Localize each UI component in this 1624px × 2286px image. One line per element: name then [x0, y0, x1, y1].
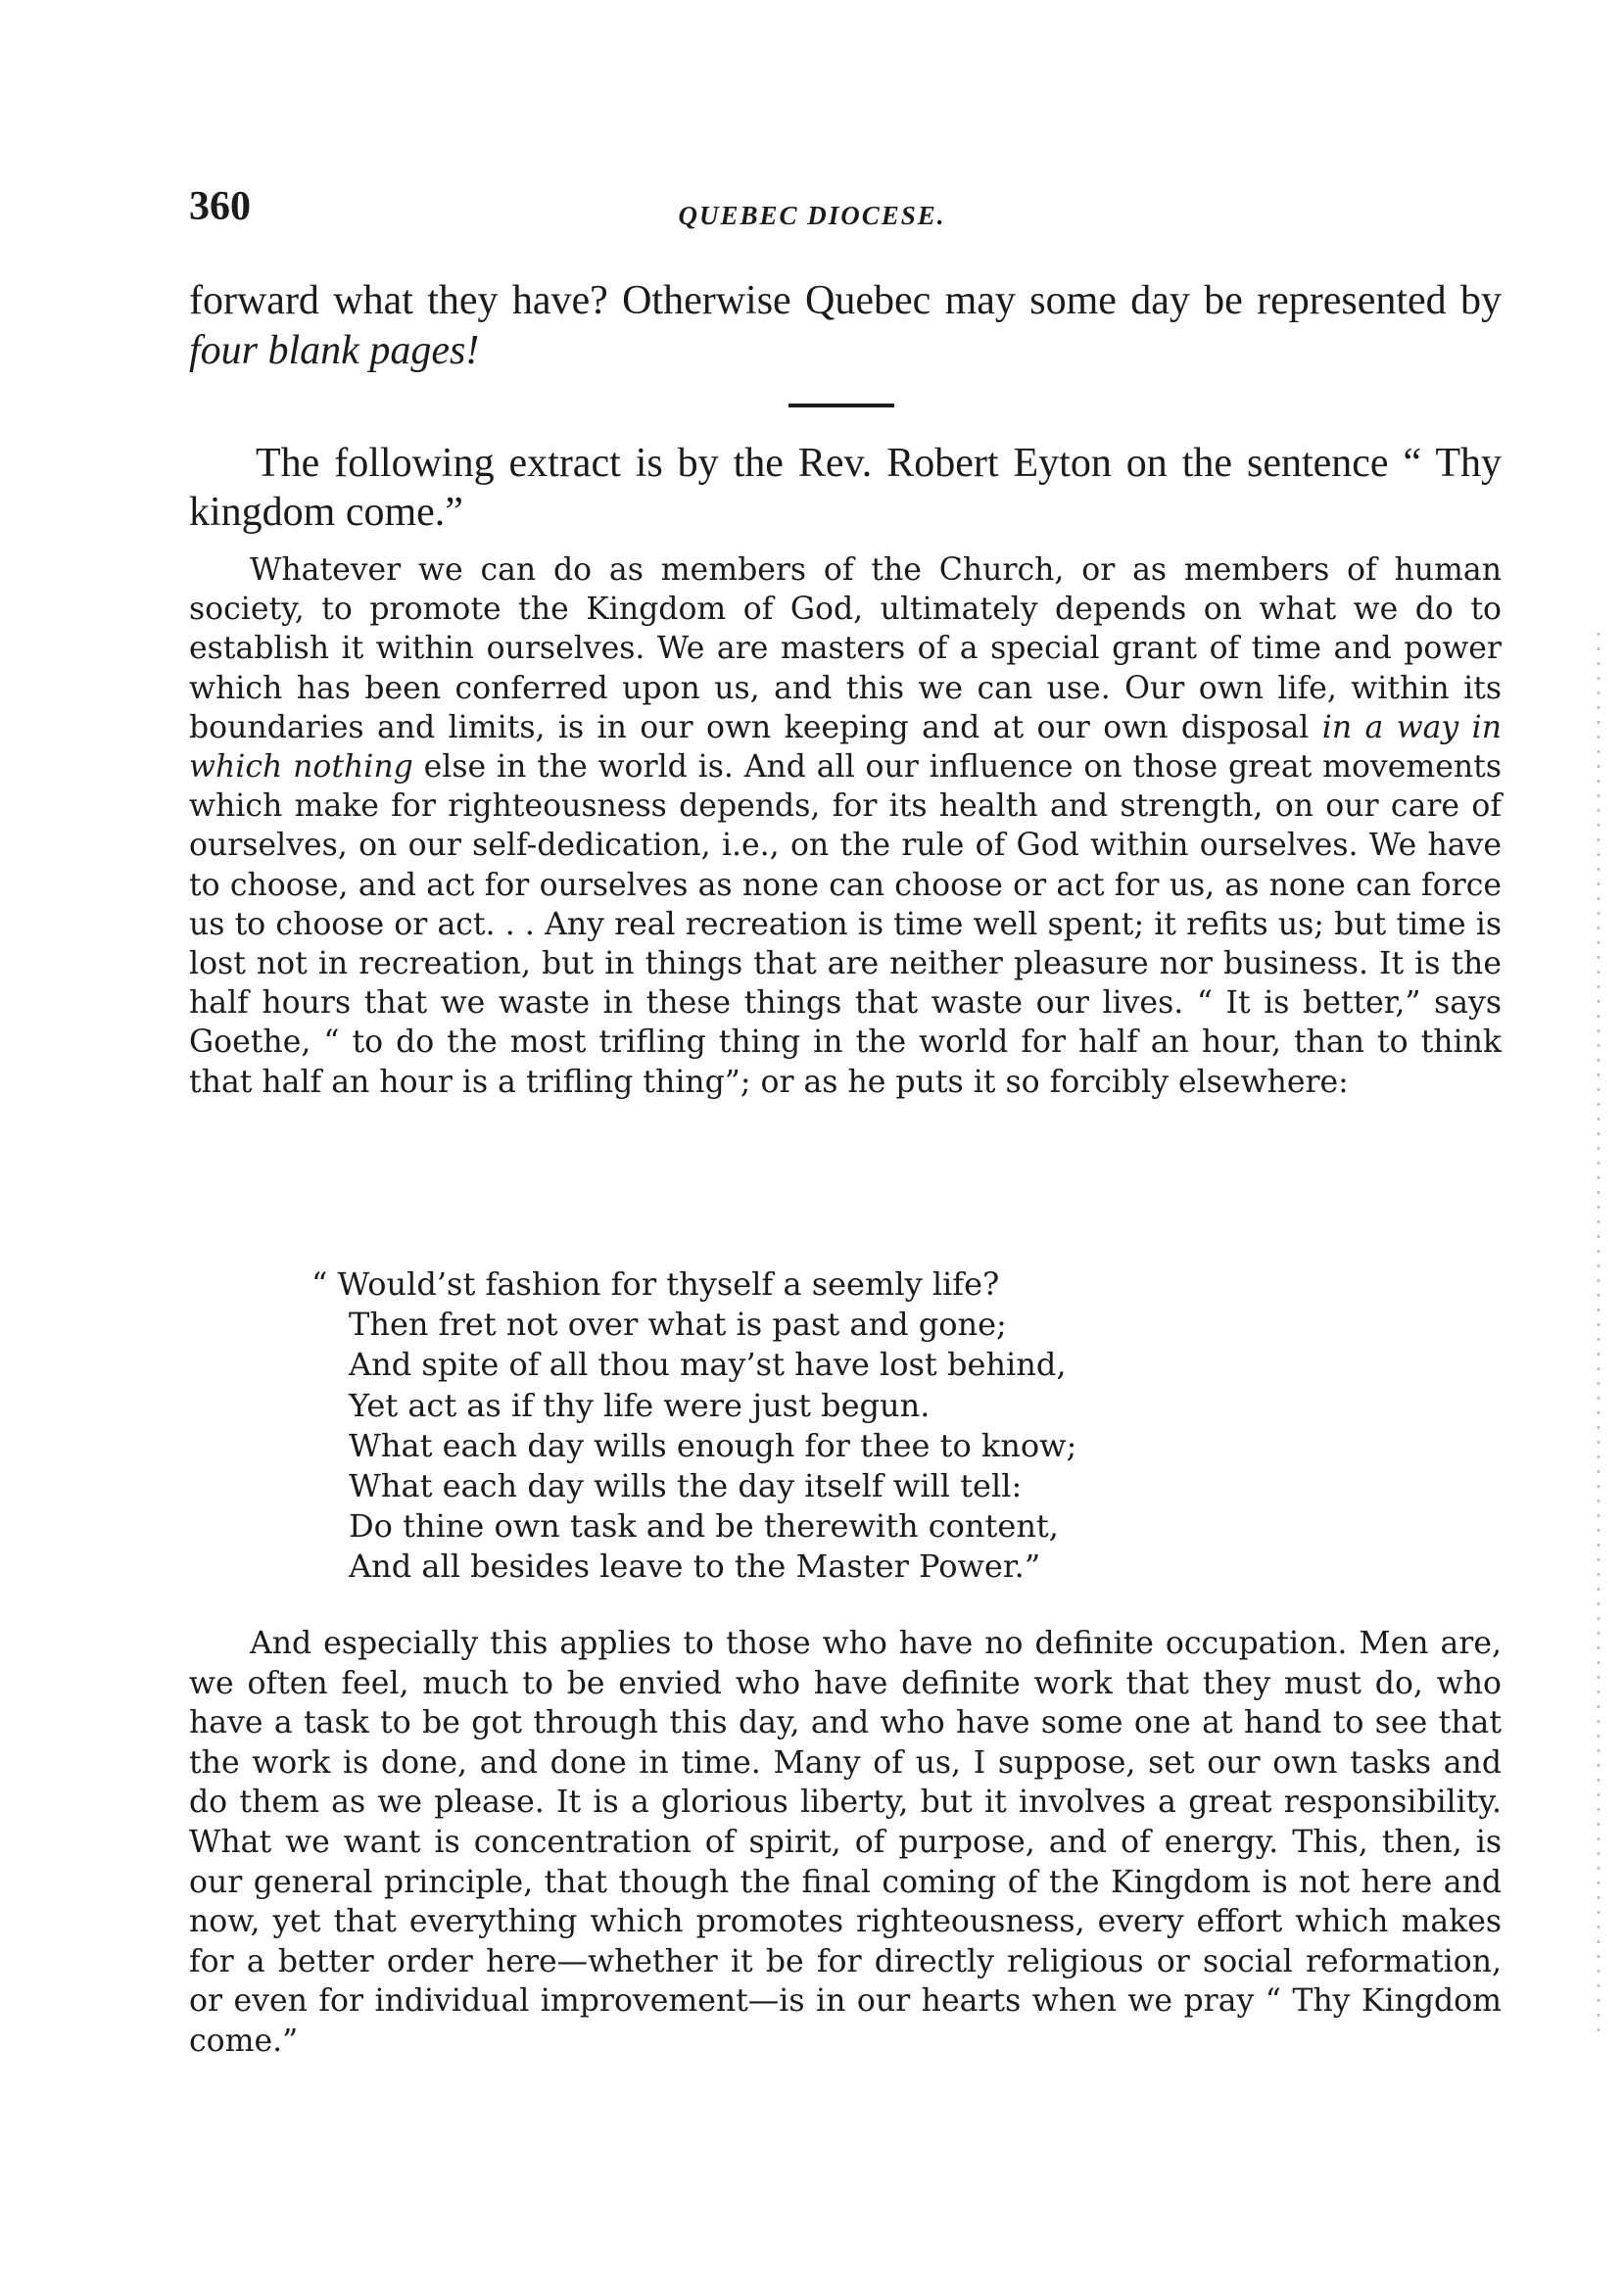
- poem-line: “ Would’st fashion for thyself a seemly life?: [311, 1265, 1000, 1303]
- section-divider-rule: [788, 404, 894, 407]
- page-number: 360: [189, 184, 251, 229]
- scan-margin-dots: [1597, 627, 1600, 2037]
- extract-body-text-part2: else in the world is. And all our influence on those great movements which make for righteousness depends, for its health and strength, on our care of ourselves, on our self-dedication, i.e., on the rule of God within ourselves. We have to choose, and act for ourselves as none can choose or act for us, as none can force us to choose or act. . . Any real recreation is time well spent; it refits us; but time is lost not in recreation, but in things that are neither pleasure nor business. It is the half hours that we waste in these things that waste our lives. “ It is better,” says Goethe, “ to do the most trifling thing in the world for half an hour, than to think that half an hour is a trifling thing”; or as he puts it so forcibly elsewhere:: [189, 749, 1502, 1100]
- extract-body-text-part1: Whatever we can do as members of the Church, or as members of human society, to promote the Kingdom of God, ultimately depends on what we do to establish it within ourselves. We are masters of a special grant of time and power which has been conferred upon us, and this we can use. Our own life, within its boundaries and limits, is in our own keeping and at our own disposal: [189, 552, 1502, 745]
- closing-paragraph: And especially this applies to those who have no definite occupation. Men are, we often feel, much to be envied who have definite work that they must do, who have a task to be got through this day, and who have some one at hand to see that the work is done, and done in time. Many of us, I suppose, set our own tasks and do them as we please. It is a glorious liberty, but it involves a great responsibility. What we want is concentration of spirit, of purpose, and of energy. This, then, is our general principle, that though the final coming of the Kingdom is not here and now, yet that everything which promotes righteousness, every effort which makes for a better order here—whether it be for directly religious or social reformation, or even for individual improvement—is in our hearts when we pray “ Thy Kingdom come.”: [189, 1626, 1502, 2059]
- poem-line: Do thine own task and be therewith content,: [349, 1507, 1059, 1546]
- lead-text: forward what they have? Otherwise Quebec may some day be represented by: [189, 278, 1502, 323]
- lead-emphasis: four blank pages!: [189, 328, 480, 373]
- poem-line: What each day wills the day itself will tell:: [349, 1467, 1023, 1505]
- poem-line: Yet act as if thy life were just begun.: [349, 1386, 931, 1424]
- extract-intro-paragraph: The following extract is by the Rev. Robert Eyton on the sentence “ Thy kingdom come.”: [189, 441, 1502, 535]
- extract-body-emphasis: in a way in which nothing: [189, 709, 1502, 786]
- poem-quotation: [311, 1264, 1076, 1588]
- poem-line: Then fret not over what is past and gone;: [349, 1306, 1007, 1344]
- poem-line: And all besides leave to the Master Power.”: [349, 1548, 1041, 1586]
- running-head: QUEBEC DIOCESE.: [678, 201, 946, 230]
- poem-line: And spite of all thou may’st have lost behind,: [349, 1346, 1067, 1384]
- poem-line: What each day wills enough for thee to know;: [349, 1426, 1077, 1464]
- lead-paragraph: [189, 276, 1502, 376]
- extract-body-paragraph: [189, 550, 1502, 1102]
